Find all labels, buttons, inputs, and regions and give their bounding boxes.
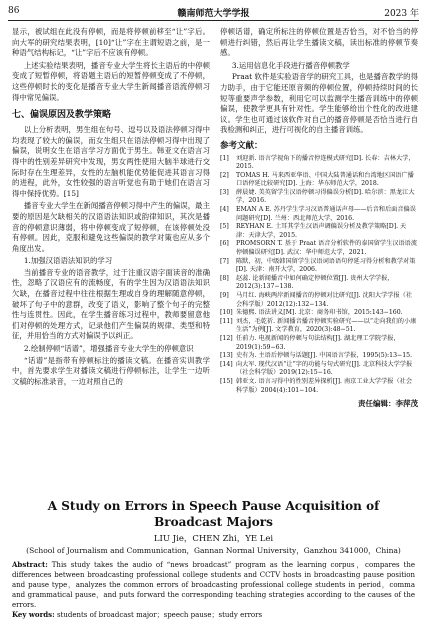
reference-item bbox=[220, 309, 418, 318]
english-title: A Study on Errors in Speech Pause Acquisition of Broadcast Majors bbox=[47, 499, 380, 529]
left-column bbox=[12, 27, 210, 389]
reference-number: [13] bbox=[220, 352, 233, 360]
reference-item bbox=[220, 352, 418, 361]
reference-item bbox=[220, 318, 418, 335]
paragraph: 上述实验结果表明，播音专业大学生将长主语后的中停顿变成了短暂停顿，将语题主语后的短暂停顿变成了不停顿，这些停顿时长的变化是播音专业大学生新闻播音语流停顿习得中常见偏误。 bbox=[12, 60, 210, 102]
reference-text: 史有为. 主语后停顿与话题[J]. 中国语言学报，1995(5):13−15. bbox=[236, 352, 413, 360]
reference-item bbox=[220, 223, 418, 240]
english-abstract-block bbox=[12, 498, 415, 620]
paragraph: Praat 软件是实验语音学的研究工具，也是播音教学的得力助手，由于它能还原音频的停顿位置，停顿持续时间的长短等重要声学参数，利用它可以监测学生播音训练中的停顿偏误，使教学更具有针对性。学生能够给出个性化的改进建议。学生也可通过该软件对自己的播音停顿是否恰当进行自我检测和纠正，进行可视化的自主播音训练。 bbox=[220, 72, 418, 135]
reference-number: [15] bbox=[220, 378, 233, 386]
reference-item bbox=[220, 258, 418, 275]
responsible-editor: 责任编辑：李萍茂 bbox=[358, 399, 418, 409]
abstract-label: Abstract: bbox=[12, 560, 48, 569]
reference-number: [10] bbox=[220, 309, 233, 317]
header-rule bbox=[8, 20, 419, 21]
reference-number: [4] bbox=[220, 206, 229, 214]
paragraph: “话谱”是指带有停顿标注的播读文稿。在播音实训教学中，首先要求学生对播读文稿进行停顿标注，让学生一边听文稿的标准录音，一边对照自己的 bbox=[12, 355, 210, 386]
reference-number: [7] bbox=[220, 257, 229, 265]
reference-text: 刘迎新. 语言学视角下的播音停连模式研究[D]. 长春：吉林大学，2015. bbox=[236, 154, 415, 171]
subheading: 2.绘制停顿“话谱”，增强播音专业大学生的停顿意识 bbox=[23, 344, 194, 354]
reference-text: TOMAS H. 马来西亚华语、中国大陆普通话和台湾地区国语广播口语停延比较研究[D]. 上海：华东师范大学，2018. bbox=[236, 171, 414, 188]
keywords-text: students of broadcast major；speech pause；study errors bbox=[56, 611, 263, 619]
paragraph: 当前播音专业的语音教学，过于注重汉语字面读音的准确性，忽略了汉语应有的流畅度，有的学生因为汉语语法知识欠缺，在播音过程中往往根据生理或自身的理解随意停顿，破坏了句子中的意群，改变了语义，影响了整个句子的完整性与连贯性。因此，在学生播音练习过程中，教师要留意他们对停顿的处理方式，记录他们产生偏误的规律、类型和特征，并用恰当的方式对偏误予以纠正。 bbox=[12, 267, 210, 341]
keywords-label: Key words: bbox=[12, 610, 55, 619]
reference-text: 韩亚文. 语言习得中的性别差异探析[J]. 南京工业大学学报（社会科学版）2004(4):101−104. bbox=[236, 378, 413, 394]
reference-text: 朱德熙. 语法讲义[M]. 北京：商务印书馆，2015:143−160. bbox=[236, 309, 403, 317]
paragraph: 显示，被试组在此没有停顿，而是将停顿前移至“让”字后。向大军的研究结果表明，[10]“让”字在主谓短语之前，是一种语气结构标记，“让”字后不应该有停顿。 bbox=[12, 27, 210, 58]
reference-number: [14] bbox=[220, 360, 233, 368]
reference-number: [8] bbox=[220, 274, 229, 282]
reference-text: 薛晨婕. 美英留学生汉语停顿习得偏误分析[D]. 哈尔滨：黑龙江大学，2016. bbox=[236, 188, 415, 205]
reference-text: 任前力. 电视新闻的停顿与句法结构[J]. 湖北理工学院学报，2019(1):59−63. bbox=[236, 335, 400, 351]
reference-number: [6] bbox=[220, 240, 229, 248]
subheading: 3.运用信息化手段进行播音停顿教学 bbox=[231, 60, 350, 70]
reference-number: [2] bbox=[220, 171, 229, 179]
reference-item bbox=[220, 240, 418, 257]
reference-number: [3] bbox=[220, 188, 229, 196]
references-title: 参考文献： bbox=[220, 140, 263, 151]
page-number: 86 bbox=[8, 6, 20, 16]
reference-list bbox=[220, 155, 418, 396]
reference-text: EMAN A E. 苏丹学生学习汉语普通话声母——后音和后面音偏误问题研究[D]. 兰州：西北师范大学，2016. bbox=[236, 206, 416, 222]
reference-text: 刘杰，毛乾祈. 新闻播音播音停顿实验研究——以“走向我们的小康生活”为例[J]. 文学教育，2020(3):48−51. bbox=[236, 317, 417, 334]
reference-text: REYHAN E. 土耳其学生汉语声调偏误分析及教学策略[D]. 天津：天津大学，2015. bbox=[236, 223, 407, 239]
reference-text: PROMSORN T. 基于 Praat 语音分析软件的泰国留学生汉语语流停顿偏误研究[D]. 武汉：华中师范大学，2021. bbox=[236, 240, 418, 256]
reference-number: [1] bbox=[220, 154, 229, 162]
reference-number: [11] bbox=[220, 317, 233, 325]
reference-item bbox=[220, 155, 418, 172]
year: 2023 年 bbox=[384, 9, 419, 19]
journal-title: 赣南师范大学学报 bbox=[177, 9, 250, 19]
paragraph: 播音专业大学生在新闻播音停顿习得中产生的偏误，最主要的原因是欠缺相关的汉语语法知识或韵律知识，其次是播音的停顿意识薄弱，将中停顿变成了短停顿，在该停顿处没有停顿。因此，克服和避免这些偏误的教学对策也应从多个角度出发。 bbox=[12, 201, 210, 253]
english-authors: LIU Jie，CHEN Zhi，YE Lei bbox=[153, 534, 274, 544]
reference-text: 陈默，初，中级韩国留学生汉语词语语句停延习得分析和教学对策[D]. 天津：南开大学，2006. bbox=[236, 257, 416, 274]
reference-number: [5] bbox=[220, 223, 229, 231]
reference-item bbox=[220, 378, 418, 395]
reference-number: [12] bbox=[220, 335, 233, 343]
reference-text: 向大军. 现代汉语“让”字的功能与句式研究[J]. 北京科技大学学报（社会科学版）2019(12):15−16. bbox=[236, 360, 413, 377]
reference-item bbox=[220, 206, 418, 223]
english-affiliation: (School of Journalism and Communication，Gannan Normal University，Ganzhou 341000，China) bbox=[26, 546, 401, 555]
reference-item bbox=[220, 189, 418, 206]
reference-text: 赵蕊. 论新闻播音中如何确定停顿位置[J]. 贵州大学学报，2012(3):137−138. bbox=[236, 274, 394, 291]
reference-item bbox=[220, 292, 418, 309]
reference-item bbox=[220, 335, 418, 352]
reference-item bbox=[220, 172, 418, 189]
paragraph: 停顿话谱，确定所标注的停顿位置是否恰当，对不恰当的停顿进行纠错，然后再让学生播读文稿，读出标准的停顿节奏感。 bbox=[220, 27, 418, 58]
english-keywords bbox=[12, 610, 415, 620]
paragraph: 以上分析表明，男生组在句号、逗号以及语法停顿习得中均表现了较大的偏误，而女生组只在语法停顿习得中出现了偏误，说明女生在语言学习方面优于男生。韩亚文在语言习得中的性别差异研究中发现，男女两性使用大脑半球进行交际时存在生理差异，女性的左脑机能优势能促进其语言习得的进程，此外，女性较强的语言听觉也有助于她们在语言习得中保持优势。[15] bbox=[12, 125, 210, 198]
section-heading: 七、偏误原因及教学策略 bbox=[12, 110, 112, 121]
abstract-text: This study takes the audio of “news broadcast” program as the learning corpus，compares the differences between broadcasting professional college students and CCTV hosts in broadcasting pause position and pause type，analyzes the common errors of broadcasting professional college students in period，comma and grammatical pause，and puts forward the corresponding teaching strategies according to the causes of the errors. bbox=[12, 561, 415, 609]
reference-text: 马月红. 海峡两岸新闻播音的停顿对比研究[J]. 沈阳大学学报（社会科学版）2012(12):132−134. bbox=[236, 292, 413, 308]
subheading: 1.加强汉语语法知识的学习 bbox=[23, 256, 113, 266]
right-column bbox=[220, 27, 418, 410]
english-abstract bbox=[12, 560, 415, 610]
reference-item bbox=[220, 361, 418, 378]
reference-item bbox=[220, 275, 418, 292]
reference-number: [9] bbox=[220, 292, 229, 300]
